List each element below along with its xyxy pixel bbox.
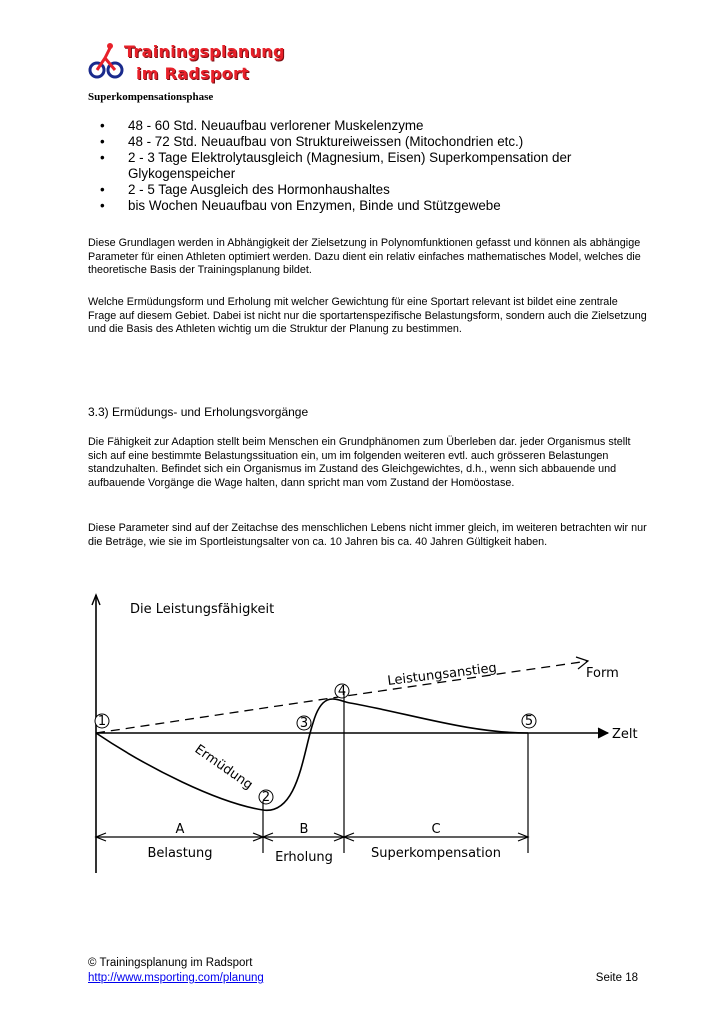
point-label: 5 <box>524 714 534 729</box>
list-item: • bis Wochen Neuaufbau von Enzymen, Binde und Stützgewebe <box>88 198 648 214</box>
phase-label-b: Erholung <box>275 850 333 865</box>
form-label: Form <box>586 666 619 681</box>
list-item: • 2 - 3 Tage Elektrolytausgleich (Magnesium, Eisen) Superkompensation der Glykogenspeicher <box>88 150 648 182</box>
performance-curve <box>96 699 528 810</box>
point-label: 1 <box>97 714 107 729</box>
point-marker-2 <box>259 790 273 805</box>
paragraph-4: Diese Parameter sind auf der Zeitachse des menschlichen Lebens nicht immer gleich, im weiteren betrachten wir nur die Beträge, wie sie im Sportleistungsalter von ca. 10 Jahren bis ca. 40 Jahren Gültigkeit haben. <box>88 522 647 548</box>
point-marker-4 <box>335 684 349 699</box>
cyclist-logo-icon <box>88 40 124 88</box>
point-label: 4 <box>337 684 347 699</box>
footer-link[interactable]: http://www.msporting.com/planung <box>88 972 264 984</box>
section-heading: 3.3) Ermüdungs- und Erholungsvorgänge <box>88 405 309 419</box>
trend-label: Leistungsanstieg <box>386 660 498 689</box>
paragraph-1: Diese Grundlagen werden in Abhängigkeit der Zielsetzung in Polynomfunktionen gefasst und können als abhängige Parameter für einen Athleten optimiert werden. Dazu dient ein relativ einfaches mathematisches Model, welches die theoretische Basis der Trainingsplanung bildet. <box>88 237 641 277</box>
logo-line-1: Trainingsplanung <box>124 42 285 61</box>
point-marker-1 <box>95 714 109 729</box>
list-item: • 2 - 5 Tage Ausgleich des Hormonhaushaltes <box>88 182 648 198</box>
x-axis-arrow-icon <box>598 728 608 738</box>
list-item: • 48 - 60 Std. Neuaufbau verlorener Muskelenzyme <box>88 118 648 134</box>
phase-letter-b: B <box>299 822 309 837</box>
phase-letter-c: C <box>431 822 441 837</box>
figure-title: Die Leistungsfähigkeit <box>130 602 275 617</box>
supercompensation-diagram <box>88 583 648 883</box>
logo-line-2: im Radsport <box>136 64 250 83</box>
section-label: Superkompensationsphase <box>88 91 214 103</box>
point-label: 2 <box>261 790 271 805</box>
curve-label: Ermüdung <box>191 741 256 793</box>
point-marker-5 <box>522 714 536 729</box>
page-footer <box>88 956 638 986</box>
list-item: • 48 - 72 Std. Neuaufbau von Struktureiweissen (Mitochondrien etc.) <box>88 134 648 150</box>
phase-label-c: Superkompensation <box>371 846 501 861</box>
x-axis-label: Zelt <box>612 727 638 742</box>
bullet-list <box>88 118 648 214</box>
paragraph-3: Die Fähigkeit zur Adaption stellt beim Menschen ein Grundphänomen zum Überleben dar. jeder Organismus stellt sich auf eine bestimmte Belastungssituation ein, um im folgenden weiteren evtl. auch grösseren Belastungen standzuhalten. Befindet sich ein Organismus im Zustand des Gleichgewichtes, d.h., wenn sich abbauende und aufbauende Vorgänge die Wage halten, dann spricht man vom Zustand der Homöostase. <box>88 436 631 489</box>
paragraph-2: Welche Ermüdungsform und Erholung mit welcher Gewichtung für eine Sportart relevant ist bildet eine zentrale Frage auf diesem Gebiet. Dabei ist nicht nur die sportartenspezifische Belastungsform, sondern auch die Zielsetzung und die Basis des Athleten wichtig um die Struktur der Planung zu bestimmen. <box>88 296 647 336</box>
phase-letter-a: A <box>175 822 185 837</box>
phase-label-a: Belastung <box>147 846 213 861</box>
page-number: Seite 18 <box>595 972 638 984</box>
footer-copyright: © Trainingsplanung im Radsport <box>88 957 253 969</box>
point-label: 3 <box>299 716 309 731</box>
point-marker-3 <box>297 716 311 731</box>
logo <box>88 40 285 88</box>
